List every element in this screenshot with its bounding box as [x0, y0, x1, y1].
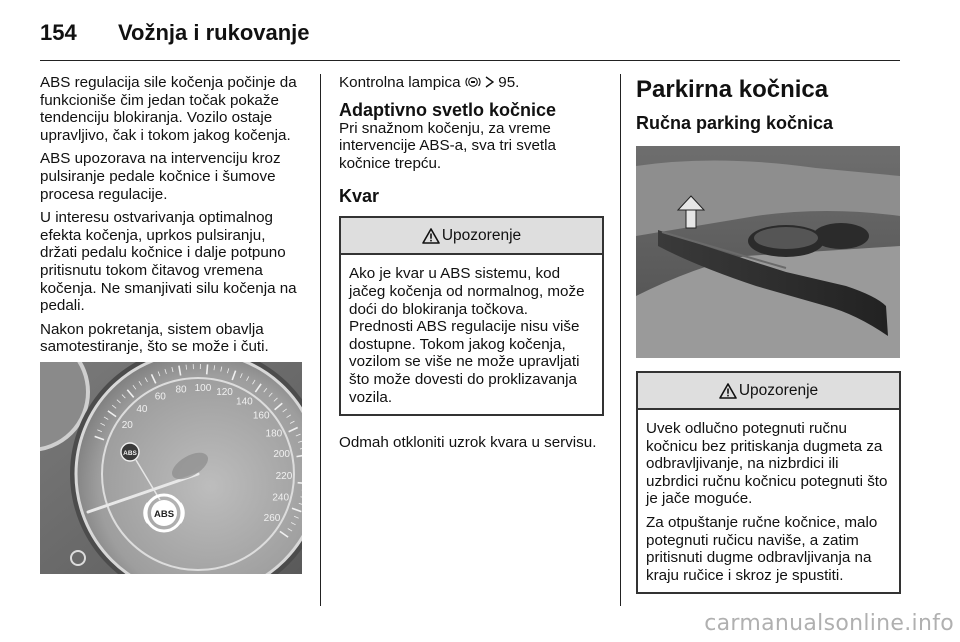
- speedo-major-tick: [298, 483, 302, 484]
- speedo-tick-label: 100: [194, 383, 212, 395]
- paragraph-fix-fault: Odmah otkloniti uzrok kvara u servisu.: [339, 434, 597, 452]
- speedometer-abs-image: [40, 362, 302, 574]
- abs-small-label: ABS: [123, 449, 137, 457]
- paragraph-adaptive-brake-light: Pri snažnom kočenju, za vreme intervencije ABS-a, sva tri svetla kočnice trepću.: [339, 119, 556, 172]
- speedo-tick-label: 80: [175, 384, 187, 396]
- abs-lamp-icon: [465, 76, 481, 88]
- warning-body: [341, 255, 602, 414]
- page-number: 154: [40, 20, 77, 45]
- page-title: Vožnja i rukovanje: [118, 20, 310, 45]
- column-divider-1: [320, 74, 321, 606]
- warning-title: Upozorenje: [738, 381, 819, 399]
- warning-triangle-icon: [719, 383, 737, 399]
- warning-header: [341, 218, 602, 255]
- speedo-tick-label: 120: [216, 387, 233, 399]
- column-middle: [339, 74, 604, 458]
- heading-fault: Kvar: [339, 186, 380, 207]
- heading-adaptive-brake-light: Adaptivno svetlo kočnice: [339, 99, 557, 120]
- column-divider-2: [620, 74, 621, 606]
- column-right: [636, 74, 901, 606]
- abs-large-label: ABS: [153, 508, 175, 520]
- speedo-tick-label: 60: [154, 391, 166, 403]
- heading-hand-parking-brake: Ručna parking kočnica: [636, 113, 834, 133]
- speedo-tick-label: 20: [121, 419, 133, 431]
- warning-title: Upozorenje: [441, 226, 522, 244]
- page-reference-icon: [485, 76, 494, 88]
- speedo-tick-label: 160: [252, 410, 270, 422]
- warning-box-abs-fault: [339, 216, 604, 416]
- heading-parking-brake: Parkirna kočnica: [636, 76, 829, 103]
- column-left: [40, 74, 305, 574]
- abs-small-icon: [121, 443, 139, 461]
- speedo-tick-label: 200: [273, 449, 291, 461]
- control-lamp-text: Kontrolna lampica: [339, 74, 461, 91]
- paragraph-optimal-braking: U interesu ostvarivanja optimalnog efekta kočenja, uprkos pulsiranju, držati pedalu kočnice i dalje potpuno pritisnutu tokom čitavog vremena kočenja. Ne smanjivati silu kočenja na pedali.: [40, 209, 297, 315]
- warning-text-release: Za otpuštanje ručne kočnice, malo potegnuti ručicu naviše, a zatim pritisnuti dugme odbravljivanja na kraju ručice i skroz je spustiti.: [646, 513, 878, 584]
- warning-box-parking-brake: [636, 371, 901, 594]
- speedo-major-tick: [207, 364, 208, 374]
- paragraph-abs-regulation: ABS regulacija sile kočenja počinje da funkcioniše čim jedan točak pokaže tendenciju blokiranja. Vozilo ostaje upravljivo, čak i tokom jakog kočenja.: [40, 74, 297, 144]
- page-header: [40, 14, 900, 54]
- paragraph-abs-warning: ABS upozorava na intervenciju kroz pulsiranje pedale kočnice i šumove procesa regulacije.: [40, 150, 281, 203]
- warning-text-pull: Uvek odlučno potegnuti ručnu kočnicu bez pritiskanja dugmeta za odbravljivanje, na nizbrdici ili uzbrdici ručnu kočnicu potegnuti što je jače moguće.: [646, 420, 888, 508]
- watermark: carmanualsonline.info: [704, 611, 954, 636]
- hand-brake-image: [636, 146, 900, 358]
- speedo-minor-tick: [186, 365, 187, 370]
- speedo-tick-label: 40: [136, 403, 148, 415]
- speedo-tick-label: 140: [236, 396, 253, 408]
- warning-text: Ako je kvar u ABS sistemu, kod jačeg kočenja od normalnog, može doći do blokiranja točkova. Prednosti ABS regulacije nisu više dostupne. Tokom jakog kočenja, vozilom se više ne može upravljati što može dovesti do proklizavanja vozila.: [349, 265, 585, 406]
- control-lamp-reference: [339, 74, 604, 92]
- speedo-tick-label: 220: [275, 470, 293, 482]
- speedo-tick-label: 240: [272, 492, 290, 504]
- header-divider: [40, 60, 900, 61]
- control-lamp-page: 95.: [498, 74, 520, 91]
- speedo-tick-label: 180: [265, 428, 283, 440]
- warning-triangle-icon: [422, 228, 440, 244]
- warning-body: [638, 410, 899, 592]
- speedo-tick-label: 260: [263, 512, 281, 524]
- paragraph-self-test: Nakon pokretanja, sistem obavlja samotestiranje, što se može i čuti.: [40, 320, 269, 356]
- warning-header: [638, 373, 899, 410]
